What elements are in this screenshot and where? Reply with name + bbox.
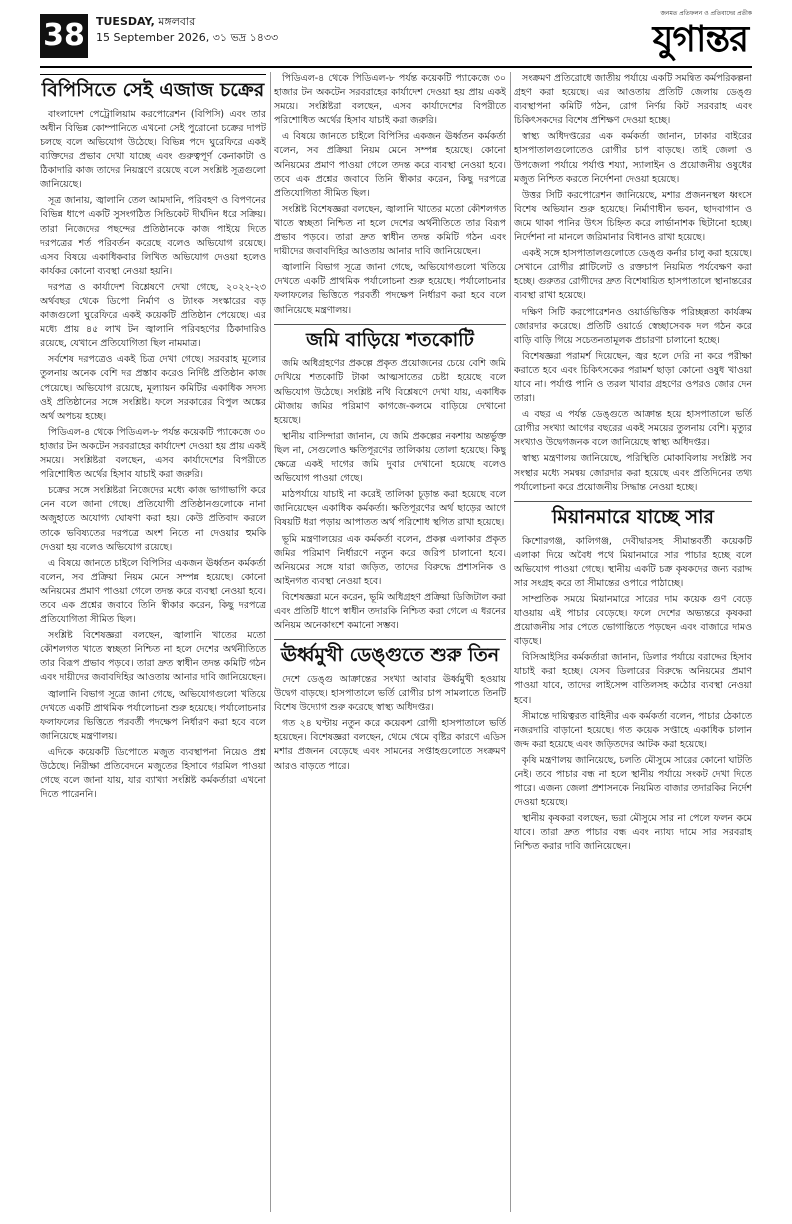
story-divider [274,324,506,325]
paragraph: পিডিএল-৪ থেকে পিডিএল-৮ পর্যন্ত কয়েকটি প্যাকেজে ৩০ হাজার টন অকটেন সরবরাহের কার্যাদেশ দেওয়া হয় প্রায় একই সময়ে। সংশ্লিষ্টরা বলছেন, এসব কার্যাদেশের বিপরীতে পরিশোধিত অর্থের হিসাব যাচাই করা জরুরি। [274,73,506,127]
paragraph: গত ২৪ ঘণ্টায় নতুন করে কয়েকশ রোগী হাসপাতালে ভর্তি হয়েছেন। বিশেষজ্ঞরা বলছেন, থেমে থেমে বৃষ্টির কারণে এডিস মশার প্রজনন বেড়েছে এবং সামনের সপ্তাহগুলোতে সংক্রমণ আরও বাড়তে পারে। [274,718,506,772]
paragraph: সূত্র জানায়, জ্বালানি তেল আমদানি, পরিবহণ ও বিপণনের বিভিন্ন ধাপে একটি সুসংগঠিত সিন্ডিকেট দীর্ঘদিন ধরে সক্রিয়। তারা নিজেদের পছন্দের প্রতিষ্ঠানকে কাজ পাইয়ে দিতে দরপত্রের শর্ত পরিবর্তন করেছে বলেও অভিযোগ রয়েছে। এসব বিষয়ে একাধিকবার লিখিত অভিযোগ দেওয়া হলেও কার্যকর কোনো ব্যবস্থা নেওয়া হয়নি। [40,195,266,277]
paragraph: এ বছর এ পর্যন্ত ডেঙ্গুতে আক্রান্ত হয়ে হাসপাতালে ভর্তি রোগীর সংখ্যা আগের বছরের একই সময়ের তুলনায় বেশি। মৃত্যুর সংখ্যাও উদ্বেগজনক বলে জানিয়েছে স্বাস্থ্য অধিদপ্তর। [514,409,752,449]
column-3 [514,72,752,1208]
column-1 [40,72,266,1208]
paragraph: বিসিআইসির কর্মকর্তারা জানান, ডিলার পর্যায়ে বরাদ্দের হিসাব যাচাই করা হচ্ছে। যেসব ডিলারের বিরুদ্ধে অনিয়মের প্রমাণ পাওয়া যাবে, তাদের লাইসেন্স বাতিলসহ কঠোর ব্যবস্থা নেওয়া হবে। [514,652,752,706]
paragraph: স্থানীয় বাসিন্দারা জানান, যে জমি প্রকল্পের নকশায় অন্তর্ভুক্ত ছিল না, সেগুলোও ক্ষতিপূরণের তালিকায় তোলা হয়েছে। কিছু ক্ষেত্রে একই দাগের জমি দুবার দেখানো হয়েছে বলেও অভিযোগ পাওয়া গেছে। [274,430,506,485]
paragraph: বিশেষজ্ঞরা মনে করেন, ভূমি অধিগ্রহণ প্রক্রিয়া ডিজিটাল করা এবং প্রতিটি ধাপে স্বাধীন তদারকি নিশ্চিত করা গেলে এ ধরনের অনিয়ম অনেকাংশে কমানো সম্ভব। [274,591,506,632]
paragraph: দেশে ডেঙ্গু আক্রান্তের সংখ্যা আবার ঊর্ধ্বমুখী হওয়ায় উদ্বেগ বাড়ছে। হাসপাতালে ভর্তি রোগীর চাপ সামলাতে তিনটি বিশেষ উদ্যোগ শুরু করেছে স্বাস্থ্য অধিদপ্তর। [274,673,506,714]
paragraph: কৃষি মন্ত্রণালয় জানিয়েছে, চলতি মৌসুমে সারের কোনো ঘাটতি নেই। তবে পাচার বন্ধ না হলে স্থানীয় পর্যায়ে সংকট দেখা দিতে পারে। এজন্য জেলা প্রশাসনকে নিয়মিত বাজার তদারকির নির্দেশ দেওয়া হয়েছে। [514,754,752,809]
day-english: TUESDAY, [96,15,155,28]
paragraph: স্থানীয় কৃষকরা বলছেন, ভরা মৌসুমে সার না পেলে ফলন কমে যাবে। তারা দ্রুত পাচার বন্ধ এবং ন্যায্য দামে সার সরবরাহ নিশ্চিত করার দাবি জানিয়েছেন। [514,813,752,853]
paragraph: এদিকে কয়েকটি ডিপোতে মজুত ব্যবস্থাপনা নিয়েও প্রশ্ন উঠেছে। নিরীক্ষা প্রতিবেদনে মজুতের হিসাবে গরমিল পাওয়া গেছে বলে জানা যায়, যার ব্যাখ্যা সংশ্লিষ্ট কর্মকর্তারা এখনো দিতে পারেননি। [40,746,266,801]
paragraph: জ্বালানি বিভাগ সূত্রে জানা গেছে, অভিযোগগুলো খতিয়ে দেখতে একটি প্রাথমিক পর্যালোচনা শুরু হয়েছে। পর্যালোচনার ফলাফলের ভিত্তিতে পরবর্তী পদক্ষেপ নির্ধারণ করা হবে বলে জানিয়েছে মন্ত্রণালয়। [40,688,266,742]
paragraph: সর্বশেষ দরপত্রেও একই চিত্র দেখা গেছে। সরবরাহ মূল্যের তুলনায় অনেক বেশি দর প্রস্তাব করেও নির্দিষ্ট প্রতিষ্ঠান কাজ পেয়েছে। অভিযোগ রয়েছে, মূল্যায়ন কমিটির একাধিক সদস্য ওই প্রতিষ্ঠানের সঙ্গে সংশ্লিষ্ট। ফলে সরকারের বিপুল অঙ্কের অর্থ অপচয় হচ্ছে। [40,354,266,422]
column-divider [270,72,271,1212]
column-divider [510,72,511,1212]
column-2 [274,72,506,1208]
story-body-health [514,72,752,495]
story-divider [514,501,752,502]
masthead [592,8,752,62]
story-headline-bipic: বিপিসিতে সেই এজাজ চক্রের [40,74,266,102]
date-block [96,14,278,46]
story-headline-sar: মিয়ানমারে যাচ্ছে সার [552,505,714,528]
story-divider [274,639,506,640]
story-body-bipic [40,108,266,803]
paragraph: সংশ্লিষ্ট বিশেষজ্ঞরা বলছেন, জ্বালানি খাতের মতো কৌশলগত খাতে স্বচ্ছতা নিশ্চিত না হলে দেশের অর্থনীতিতে তার বিরূপ প্রভাব পড়বে। তারা দ্রুত স্বাধীন তদন্ত কমিটি গঠন এবং দায়ীদের জবাবদিহির আওতায় আনার দাবি জানিয়েছেন। [40,630,266,684]
paragraph: দরপত্র ও কার্যাদেশ বিশ্লেষণে দেখা গেছে, ২০২২-২৩ অর্থবছর থেকে ডিপো নির্মাণ ও ট্যাংক সংস্কারের বড় কাজগুলো ঘুরেফিরে একই কয়েকটি প্রতিষ্ঠান পেয়েছে। এর মধ্যে প্রায় ৪৫ লাখ টন জ্বালানি পরিবহণের ঠিকাদারিও রয়েছে, যেখানে প্রতিযোগিতা ছিল নামমাত্র। [40,281,266,350]
paragraph: দক্ষিণ সিটি করপোরেশনও ওয়ার্ডভিত্তিক পরিচ্ছন্নতা কার্যক্রম জোরদার করেছে। প্রতিটি ওয়ার্ডে স্বেচ্ছাসেবক দল গঠন করে বাড়ি বাড়ি গিয়ে সচেতনতামূলক প্রচারণা চালানো হচ্ছে। [514,306,752,346]
paragraph: কিশোরগঞ্জ, কালিগঞ্জ, দেবীদ্বারসহ সীমান্তবর্তী কয়েকটি এলাকা দিয়ে অবৈধ পথে মিয়ানমারে সার পাচার হচ্ছে বলে অভিযোগ পাওয়া গেছে। স্থানীয় একটি চক্র কৃষকদের জন্য বরাদ্দ সার সংগ্রহ করে তা সীমান্তের ওপারে পাঠাচ্ছে। [514,535,752,589]
masthead-logo: যুগান্তর [652,19,748,60]
paragraph: উত্তর সিটি করপোরেশন জানিয়েছে, মশার প্রজননস্থল ধ্বংসে বিশেষ অভিযান শুরু হয়েছে। নির্মাণাধীন ভবন, ছাদবাগান ও জমে থাকা পানির উৎস চিহ্নিত করে লার্ভানাশক ছিটানো হচ্ছে। নির্দেশনা না মানলে জরিমানার বিধানও রাখা হয়েছে। [514,189,752,244]
story-headline-urdhamukhi: ঊর্ধ্বমুখী ডেঙ্গুতে শুরু তিন [280,644,500,667]
paragraph: বাংলাদেশ পেট্রোলিয়াম করপোরেশন (বিপিসি) এবং তার অধীন বিভিন্ন কোম্পানিতে এখনো সেই পুরোনো চক্রের দাপট চলছে বলে অভিযোগ উঠেছে। বিভিন্ন পদে ঘুরেফিরে একই ব্যক্তিদের প্রভাব দেখা যাচ্ছে এবং গুরুত্বপূর্ণ কেনাকাটা ও ঠিকাদারি কাজ তাদের নিয়ন্ত্রণে রয়েছে বলে সংশ্লিষ্ট সূত্রগুলো জানিয়েছে। [40,108,266,191]
story-body-bipic-continued [274,72,506,318]
header-rule [40,66,752,68]
paragraph: সংক্রমণ প্রতিরোধে জাতীয় পর্যায়ে একটি সমন্বিত কর্মপরিকল্পনা গ্রহণ করা হয়েছে। এর আওতায় প্রতিটি জেলায় ডেঙ্গু ব্যবস্থাপনা কমিটি গঠন, রোগ নির্ণয় কিট সরবরাহ এবং চিকিৎসকদের বিশেষ প্রশিক্ষণ দেওয়া হচ্ছে। [514,73,752,127]
paragraph: স্বাস্থ্য অধিদপ্তরের এক কর্মকর্তা জানান, ঢাকার বাইরের হাসপাতালগুলোতেও রোগীর চাপ বাড়ছে। তাই জেলা ও উপজেলা পর্যায়ে পর্যাপ্ত শয্যা, স্যালাইন ও প্রয়োজনীয় ওষুধের মজুত নিশ্চিত করতে নির্দেশনা দেওয়া হয়েছে। [514,131,752,185]
paragraph: একই সঙ্গে হাসপাতালগুলোতে ডেঙ্গু কর্নার চালু করা হয়েছে। সেখানে রোগীর প্লাটিলেট ও রক্তচাপ নিয়মিত পর্যবেক্ষণ করা হচ্ছে। গুরুতর রোগীদের দ্রুত বিশেষায়িত হাসপাতালে স্থানান্তরের ব্যবস্থা রাখা হয়েছে। [514,248,752,302]
paragraph: সংশ্লিষ্ট বিশেষজ্ঞরা বলছেন, জ্বালানি খাতের মতো কৌশলগত খাতে স্বচ্ছতা নিশ্চিত না হলে দেশের অর্থনীতিতে তার বিরূপ প্রভাব পড়বে। তারা দ্রুত স্বাধীন তদন্ত কমিটি গঠন এবং দায়ীদের জবাবদিহির আওতায় আনার দাবি জানিয়েছেন। [274,203,506,258]
story-body-sar [514,535,752,855]
story-body-urdhamukhi [274,673,506,774]
paragraph: মাঠপর্যায়ে যাচাই না করেই তালিকা চূড়ান্ত করা হয়েছে বলে জানিয়েছেন একাধিক কর্মকর্তা। ক্ষতিপূরণের অর্থ ছাড়ের আগে বিষয়টি ধরা পড়ায় আপাতত অর্থ পরিশোধ স্থগিত রাখা হয়েছে। [274,489,506,529]
paragraph: বিশেষজ্ঞরা পরামর্শ দিয়েছেন, জ্বর হলে দেরি না করে পরীক্ষা করাতে হবে এবং চিকিৎসকের পরামর্শ ছাড়া কোনো ওষুধ খাওয়া যাবে না। পর্যাপ্ত পানি ও তরল খাবার গ্রহণের ওপরও জোর দেন তারা। [514,350,752,405]
story-body-jomi [274,357,506,633]
day-bangla: মঙ্গলবার [158,15,196,28]
paragraph: সীমান্তে দায়িত্বরত বাহিনীর এক কর্মকর্তা বলেন, পাচার ঠেকাতে নজরদারি বাড়ানো হয়েছে। গত কয়েক সপ্তাহে একাধিক চালান জব্দ করা হয়েছে এবং জড়িতদের আটক করা হয়েছে। [514,710,752,750]
date-line: 15 September 2026, ৩১ ভদ্র ১৪৩৩ [96,31,279,44]
paragraph: এ বিষয়ে জানতে চাইলে বিপিসির একজন ঊর্ধ্বতন কর্মকর্তা বলেন, সব প্রক্রিয়া নিয়ম মেনে সম্পন্ন হয়েছে। কোনো অনিয়মের প্রমাণ পাওয়া গেলে তদন্ত করে ব্যবস্থা নেওয়া হবে। তবে এক প্রশ্নের জবাবে তিনি স্বীকার করেন, কিছু দরপত্রে প্রতিযোগিতা সীমিত ছিল। [40,557,266,626]
paragraph: সাম্প্রতিক সময়ে মিয়ানমারে সারের দাম কয়েক গুণ বেড়ে যাওয়ায় এই পাচার বেড়েছে। ফলে দেশের অভ্যন্তরে কৃষকরা প্রয়োজনীয় সার পেতে ভোগান্তিতে পড়ছেন এবং বাজারে দামও বাড়ছে। [514,593,752,648]
page-header [40,6,752,64]
paragraph: চক্রের সঙ্গে সংশ্লিষ্টরা নিজেদের মধ্যে কাজ ভাগাভাগি করে নেন বলে জানা গেছে। প্রতিযোগী প্রতিষ্ঠানগুলোকে নানা অজুহাতে অযোগ্য ঘোষণা করা হয়। কেউ প্রতিবাদ করলে তাকে ভবিষ্যতের দরপত্রে অংশ নিতে না দেওয়ার হুমকি দেওয়া হয় বলেও অভিযোগ রয়েছে। [40,485,266,553]
paragraph: পিডিএল-৪ থেকে পিডিএল-৮ পর্যন্ত কয়েকটি প্যাকেজে ৩০ হাজার টন অকটেন সরবরাহের কার্যাদেশ দেওয়া হয় প্রায় একই সময়ে। সংশ্লিষ্টরা বলছেন, এসব কার্যাদেশের বিপরীতে পরিশোধিত অর্থের হিসাব যাচাই করা জরুরি। [40,426,266,481]
paragraph: স্বাস্থ্য মন্ত্রণালয় জানিয়েছে, পরিস্থিতি মোকাবিলায় সংশ্লিষ্ট সব সংস্থার মধ্যে সমন্বয় জোরদার করা হয়েছে এবং প্রতিদিনের তথ্য পর্যালোচনা করে প্রয়োজনীয় সিদ্ধান্ত নেওয়া হচ্ছে। [514,453,752,493]
paragraph: ভূমি মন্ত্রণালয়ের এক কর্মকর্তা বলেন, প্রকল্প এলাকার প্রকৃত জমির পরিমাণ নির্ধারণে নতুন করে জরিপ চালানো হবে। অনিয়মের সঙ্গে যারা জড়িত, তাদের বিরুদ্ধে প্রশাসনিক ও আইনগত ব্যবস্থা নেওয়া হবে। [274,533,506,587]
paragraph: জ্বালানি বিভাগ সূত্রে জানা গেছে, অভিযোগগুলো খতিয়ে দেখতে একটি প্রাথমিক পর্যালোচনা শুরু হয়েছে। পর্যালোচনার ফলাফলের ভিত্তিতে পরবর্তী পদক্ষেপ নির্ধারণ করা হবে বলে জানিয়েছে মন্ত্রণালয়। [274,262,506,316]
story-headline-jomi: জমি বাড়িয়ে শতকোটি [306,328,474,351]
paragraph: জমি অধিগ্রহণের প্রকল্পে প্রকৃত প্রয়োজনের চেয়ে বেশি জমি দেখিয়ে শতকোটি টাকা আত্মসাতের চেষ্টা হয়েছে বলে অভিযোগ উঠেছে। সংশ্লিষ্ট নথি বিশ্লেষণে দেখা যায়, একাধিক মৌজায় জমির পরিমাণ কাগজে-কলমে বাড়িয়ে দেখানো হয়েছে। [274,358,506,426]
paragraph: এ বিষয়ে জানতে চাইলে বিপিসির একজন ঊর্ধ্বতন কর্মকর্তা বলেন, সব প্রক্রিয়া নিয়ম মেনে সম্পন্ন হয়েছে। কোনো অনিয়মের প্রমাণ পাওয়া গেলে তদন্ত করে ব্যবস্থা নেওয়া হবে। তবে এক প্রশ্নের জবাবে তিনি স্বীকার করেন, কিছু দরপত্রে প্রতিযোগিতা সীমিত ছিল। [274,131,506,199]
page-number: 38 [40,14,88,58]
masthead-tagline: জনমত প্রতিফলন ও প্রতিবাদের প্রতীক [660,10,752,17]
